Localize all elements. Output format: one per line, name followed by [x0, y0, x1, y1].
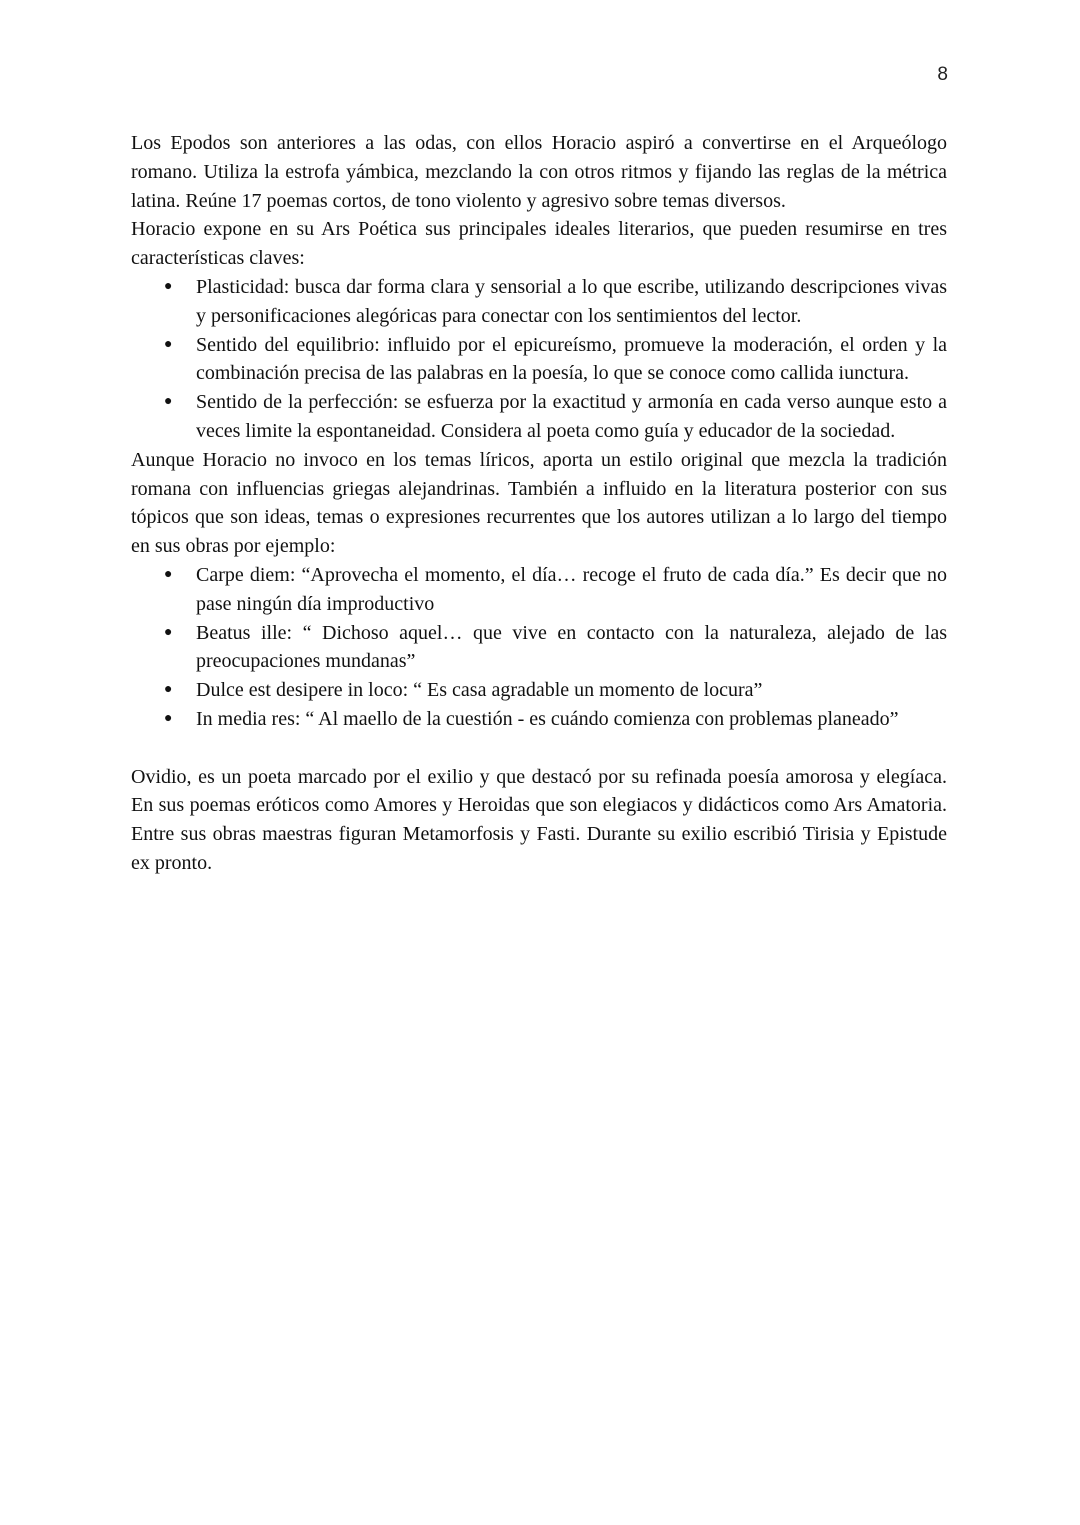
- bullet-icon: ●: [164, 682, 173, 698]
- list-item: [164, 676, 947, 705]
- list-item-text: In media res: “ Al maello de la cuestión - es cuándo comienza con problemas planeado”: [196, 707, 899, 730]
- bullet-icon: ●: [164, 710, 173, 726]
- document-body: [131, 129, 947, 878]
- list-item: [164, 705, 947, 734]
- list-item: [164, 273, 947, 331]
- list-item: [164, 331, 947, 389]
- list-item-text: Sentido de la perfección: se esfuerza por la exactitud y armonía en cada verso aunque esto a veces limite la espontaneidad. Considera al poeta como guía y educador de la sociedad.: [196, 391, 947, 442]
- topicos-paragraph: Aunque Horacio no invoco en los temas líricos, aporta un estilo original que mezcla la tradición romana con influencias griegas alejandrinas. También a influido en la literatura posterior con sus tópicos que son ideas, temas o expresiones recurrentes que los autores utilizan a lo largo del tiempo en sus obras por ejemplo:: [131, 448, 947, 558]
- list-item: [164, 388, 947, 446]
- bullet-icon: ●: [164, 624, 173, 640]
- bullet-icon: ●: [164, 566, 173, 582]
- bullet-icon: ●: [164, 278, 173, 294]
- bullet-icon: ●: [164, 336, 173, 352]
- paragraph-spacer: [131, 734, 947, 763]
- list-item-text: Dulce est desipere in loco: “ Es casa agradable un momento de locura”: [196, 679, 763, 702]
- page-number: 8: [937, 64, 948, 85]
- list-item: [164, 619, 947, 677]
- ars-poetica-intro: Horacio expone en su Ars Poética sus principales ideales literarios, que pueden resumirse en tres características claves:: [131, 218, 947, 270]
- list-item-text: Plasticidad: busca dar forma clara y sensorial a lo que escribe, utilizando descripciones vivas y personificaciones alegóricas para conectar con los sentimientos del lector.: [196, 275, 947, 327]
- ovidio-paragraph: Ovidio, es un poeta marcado por el exilio y que destacó por su refinada poesía amorosa y elegíaca. En sus poemas eróticos como Amores y Heroidas que son elegiacos y didácticos como Ars Amatoria. Entre sus obras maestras figuran Metamorfosis y Fasti. Durante su exilio escribió Tirisia y Epistude ex pronto.: [131, 765, 947, 874]
- list-item-text: Sentido del equilibrio: influido por el epicureísmo, promueve la moderación, el orden y la combinación precisa de las palabras en la poesía, lo que se conoce como callida iunctura.: [196, 333, 947, 385]
- topicos-list: [131, 561, 947, 734]
- epodos-paragraph: Los Epodos son anteriores a las odas, con ellos Horacio aspiró a convertirse en el Arqueólogo romano. Utiliza la estrofa yámbica, mezclando la con otros ritmos y fijando las reglas de la métrica latina. Reúne 17 poemas cortos, de tono violento y agresivo sobre temas diversos.: [131, 132, 947, 212]
- list-item-text: Carpe diem: “Aprovecha el momento, el día… recoge el fruto de cada día.” Es decir que no pase ningún día improductivo: [196, 563, 947, 615]
- bullet-icon: ●: [164, 394, 173, 410]
- list-item-text: Beatus ille: “ Dichoso aquel… que vive en contacto con la naturaleza, alejado de las preocupaciones mundanas”: [196, 621, 947, 673]
- list-item: [164, 561, 947, 619]
- ars-poetica-list: [131, 273, 947, 446]
